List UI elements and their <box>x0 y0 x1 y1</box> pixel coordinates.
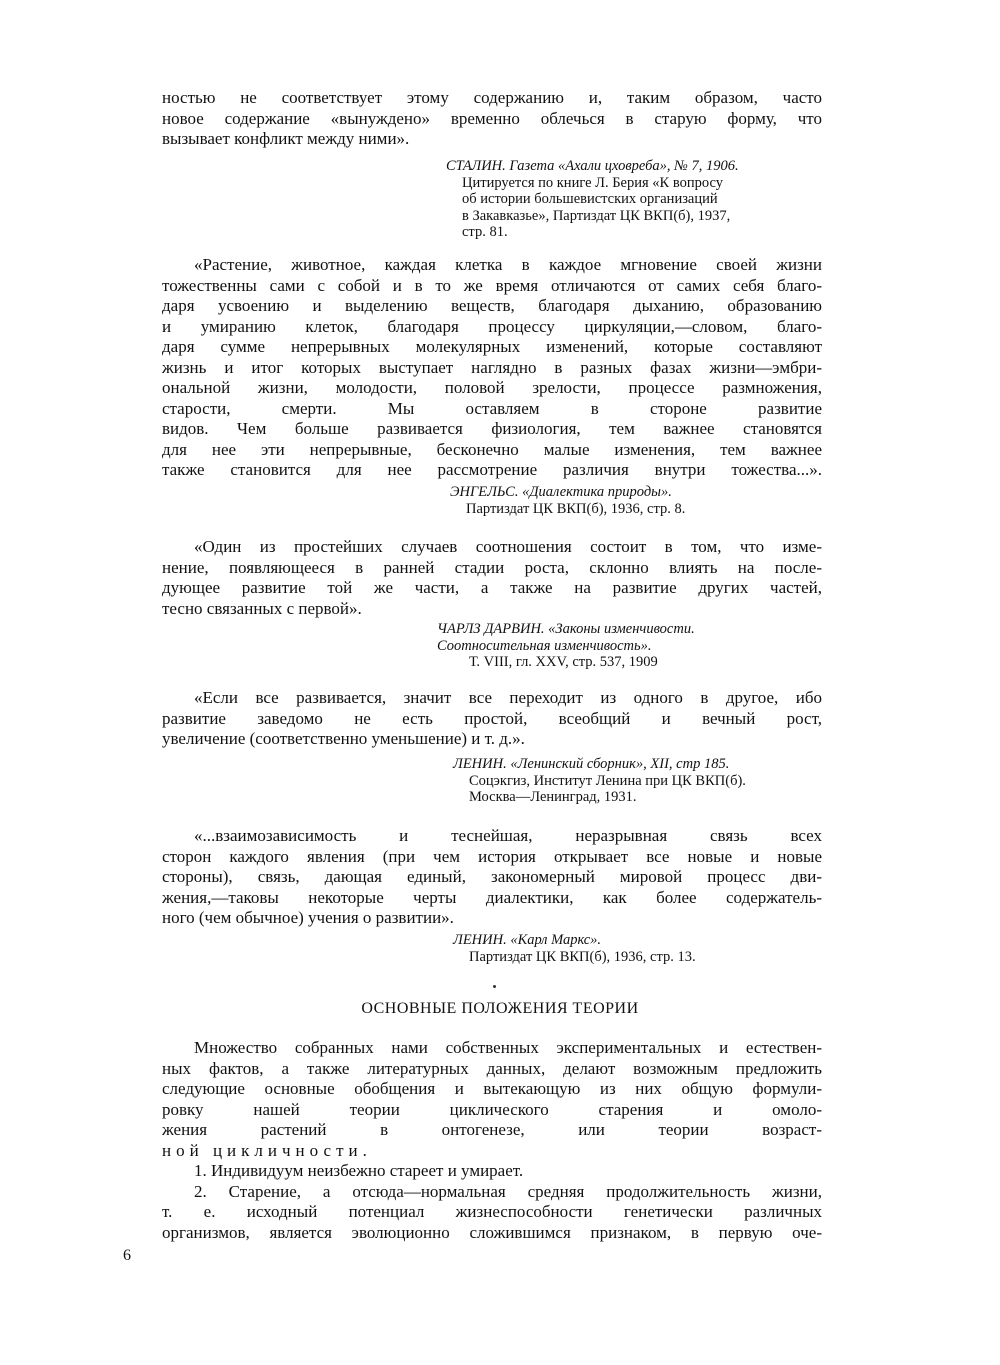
text-line: также становится для нее рассмотрение различия внутри тожества...». <box>162 460 822 479</box>
text-line: ональной жизни, молодости, половой зрелости, процессе размножения, <box>162 378 822 397</box>
citation-author: ЭНГЕЛЬС. «Диалектика природы». <box>450 484 672 500</box>
text-line: «Растение, животное, каждая клетка в каждое мгновение своей жизни <box>194 255 822 274</box>
text-line: жизнь и итог которых выступает наглядно в разных фазах жизни—эмбри- <box>162 357 822 377</box>
text-line: увеличение (соответственно уменьшение) и т. д.». <box>162 729 525 748</box>
text-line: жения,—таковы некоторые черты диалектики, как более содержатель- <box>162 887 822 907</box>
quote-lenin-2 <box>162 826 822 929</box>
quote-darwin <box>162 537 822 619</box>
citation-line: Партиздат ЦК ВКП(б), 1936, стр. 8. <box>466 500 686 517</box>
text-line: нение, появляющееся в ранней стадии роста, склонно влиять на после- <box>162 557 822 577</box>
citation-author: ЧАРЛЗ ДАРВИН. «Законы изменчивости. <box>437 621 695 637</box>
text-line: даря сумме непрерывных молекулярных изменений, которые составляют <box>162 337 822 356</box>
text-line: 1. Индивидуум неизбежно стареет и умирает. <box>194 1161 524 1180</box>
text-line: старости, смерти. Мы оставляем в стороне развитие <box>162 398 822 418</box>
text-line: следующие основные обобщения и вытекающую из них общую формули- <box>162 1079 822 1098</box>
citation-author: СТАЛИН. Газета «Ахали цховреба», № 7, 1906. <box>446 158 739 174</box>
citation-engels <box>450 484 830 517</box>
citation-line: Соцэкгиз, Институт Ленина при ЦК ВКП(б). <box>469 772 746 789</box>
text-line: развитие заведомо не есть простой, всеобщий и вечный рост, <box>162 708 822 728</box>
text-line: ровку нашей теории циклического старения и омоло- <box>162 1099 822 1119</box>
text-line: 2. Старение, а отсюда—нормальная средняя продолжительность жизни, <box>194 1181 822 1201</box>
citation-line: в Закавказье», Партиздат ЦК ВКП(б), 1937, <box>462 207 731 224</box>
text-line: ных фактов, а также литературных данных, делают возможным предложить <box>162 1058 822 1078</box>
citation-darwin <box>437 621 827 671</box>
citation-author: ЛЕНИН. «Карл Маркс». <box>453 932 602 948</box>
quote-engels <box>162 255 822 481</box>
citation-line: Москва—Ленинград, 1931. <box>469 789 637 805</box>
text-line: ностью не соответствует этому содержанию и, таким образом, часто <box>162 88 822 107</box>
quote-lenin-1 <box>162 688 822 750</box>
text-line: тожественны сами с собой и в то же время отличаются от самих себя благо- <box>162 275 822 295</box>
text-line: т. е. исходный потенциал жизнеспособности генетически различных <box>162 1202 822 1221</box>
text-line: ной цикличности. <box>162 1140 372 1160</box>
text-line: стороны), связь, дающая единый, закономерный мировой процесс дви- <box>162 867 822 886</box>
citation-stalin <box>446 158 826 241</box>
text-line: жения растений в онтогенезе, или теории возраст- <box>162 1120 822 1139</box>
citation-line: Партиздат ЦК ВКП(б), 1936, стр. 13. <box>469 948 696 965</box>
text-line: и умиранию клеток, благодаря процессу циркуляции,—словом, благо- <box>162 316 822 336</box>
page-number: 6 <box>123 1247 131 1264</box>
section-heading: ОСНОВНЫЕ ПОЛОЖЕНИЯ ТЕОРИИ <box>361 1000 639 1017</box>
quote-stalin <box>162 88 822 150</box>
text-line: Множество собранных нами собственных экспериментальных и естествен- <box>194 1038 822 1057</box>
text-line: «...взаимозависимость и теснейшая, неразрывная связь всех <box>194 826 822 845</box>
citation-author: ЛЕНИН. «Ленинский сборник», XII, стр 185. <box>453 756 730 772</box>
text-line: тесно связанных с первой». <box>162 598 362 618</box>
text-line: организмов, является эволюционно сложившимся признаком, в первую оче- <box>162 1222 822 1242</box>
citation-line: Т. VIII, гл. XXV, стр. 537, 1909 <box>469 654 658 670</box>
citation-line: об истории большевистских организаций <box>462 191 718 207</box>
text-line: дующее развитие той же части, а также на развитие других частей, <box>162 578 822 597</box>
citation-author-cont: Соотносительная изменчивость». <box>437 637 652 654</box>
text-line: новое содержание «вынуждено» временно облечься в старую форму, что <box>162 108 822 128</box>
citation-lenin-1 <box>453 756 833 806</box>
text-line: ного (чем обычное) учения о развитии». <box>162 908 454 927</box>
citation-line: стр. 81. <box>462 224 508 240</box>
stray-dot <box>493 985 496 988</box>
text-line: для нее эти непрерывные, бесконечно малые изменения, тем важнее <box>162 439 822 459</box>
text-line: «Если все развивается, значит все переходит из одного в другое, ибо <box>194 688 822 707</box>
citation-lenin-2 <box>453 932 833 965</box>
text-line: даря усвоению и выделению веществ, благодаря дыханию, образованию <box>162 296 822 315</box>
text-line: сторон каждого явления (при чем история открывает все новые и новые <box>162 846 822 866</box>
text-line: вызывает конфликт между ними». <box>162 129 410 148</box>
text-line: «Один из простейших случаев соотношения состоит в том, что изме- <box>194 537 822 556</box>
text-line: видов. Чем больше развивается физиология, тем важнее становятся <box>162 419 822 438</box>
body-text <box>162 1038 822 1243</box>
citation-line: Цитируется по книге Л. Берия «К вопросу <box>462 174 723 191</box>
